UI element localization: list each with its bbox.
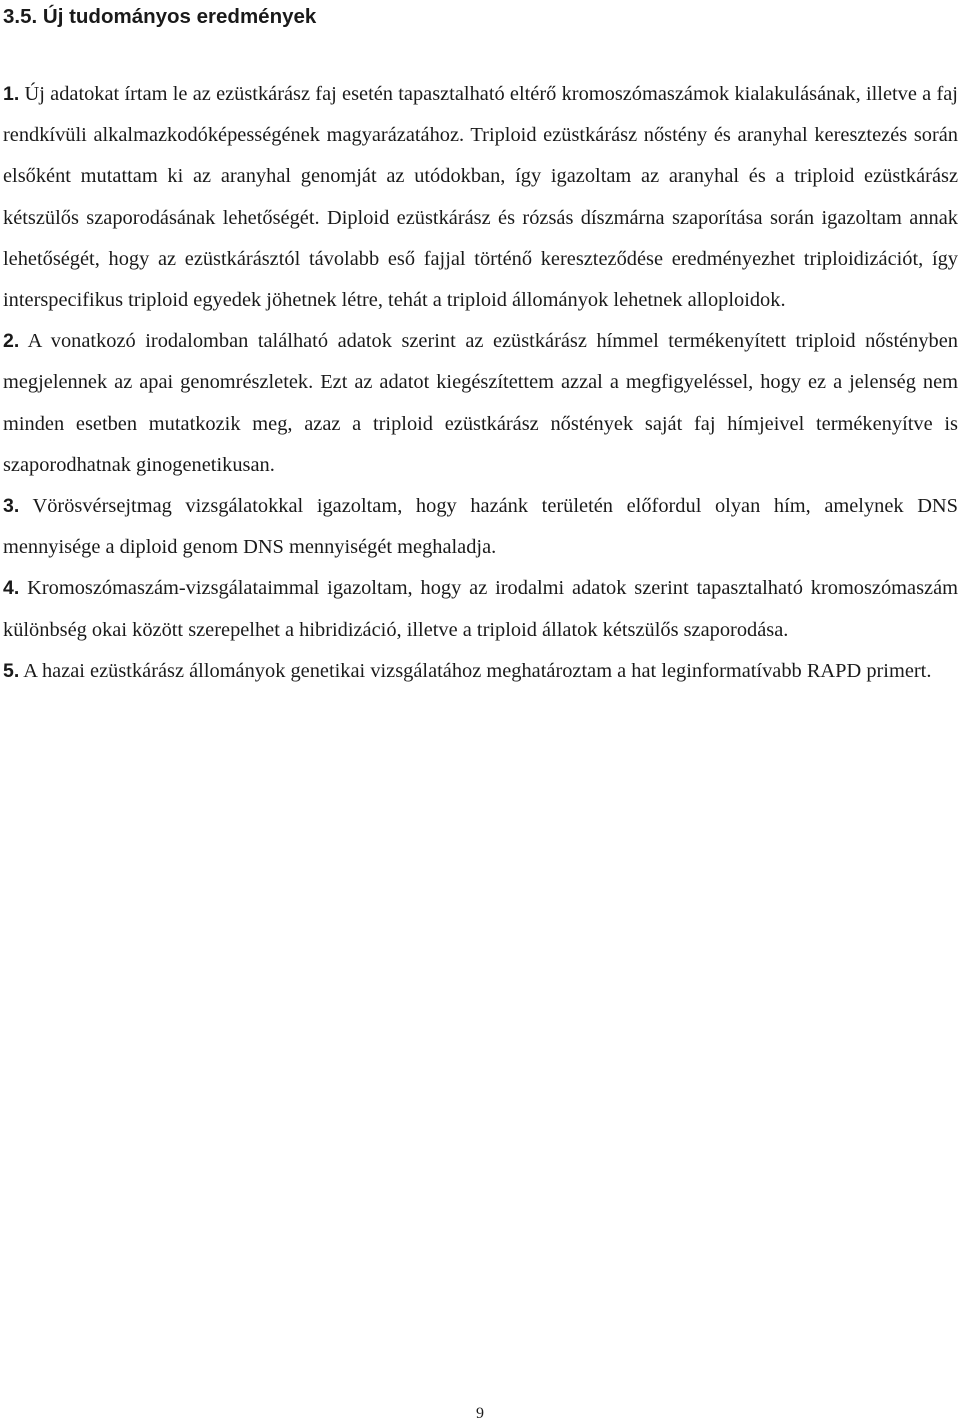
result-item-4 xyxy=(3,568,958,650)
result-text: A hazai ezüstkárász állományok genetikai vizsgálatához meghatároztam a hat leginformatívabb RAPD primert. xyxy=(23,659,932,682)
result-text: Kromoszómaszám-vizsgálataimmal igazoltam, hogy az irodalmi adatok szerint tapasztalható kromoszómaszám különbség okai között szerepelhet a hibridizáció, illetve a triploid állatok kétszülős szaporodása. xyxy=(3,577,958,641)
result-number: 5. xyxy=(3,659,20,682)
results-list xyxy=(3,74,958,692)
result-item-5 xyxy=(3,651,958,692)
result-number: 3. xyxy=(3,495,20,518)
page-number: 9 xyxy=(476,1405,484,1422)
result-item-2 xyxy=(3,321,958,486)
result-item-3 xyxy=(3,486,958,568)
result-number: 1. xyxy=(3,83,20,105)
result-text: A vonatkozó irodalomban található adatok szerint az ezüstkárász hímmel termékenyített triploid nőstényben megjelennek az apai genomrészletek. Ezt az adatot kiegészítettem azzal a megfigyeléssel, hogy ez a jelenség nem minden esetben mutatkozik meg, azaz a triploid ezüstkárász nőstények saját faj hímjeivel termékenyítve is szaporodhatnak ginogenetikusan. xyxy=(3,330,958,476)
result-text: Új adatokat írtam le az ezüstkárász faj esetén tapasztalható eltérő kromoszómaszámok kialakulásának, illetve a faj rendkívüli alkalmazkodóképességének magyarázatához. Triploid ezüstkárász nőstény és aranyhal keresztezés során elsőként mutattam ki az aranyhal genomját az utódokban, így igazoltam az aranyhal és a triploid ezüstkárász kétszülős szaporodásának lehetőségét. Diploid ezüstkárász és rózsás díszmárna szaporítása során igazoltam annak lehetőségét, hogy az ezüstkárásztól távolabb eső fajjal történő kereszteződése eredményezhet triploidizációt, így interspecifikus triploid egyedek jöhetnek létre, tehát a triploid állományok lehetnek alloploidok. xyxy=(3,83,958,312)
result-item-1 xyxy=(3,74,958,321)
result-text: Vörösvérsejtmag vizsgálatokkal igazoltam, hogy hazánk területén előfordul olyan hím, amelynek DNS mennyisége a diploid genom DNS mennyiségét meghaladja. xyxy=(3,495,958,559)
section-title: 3.5. Új tudományos eredmények xyxy=(3,5,317,28)
result-number: 4. xyxy=(3,577,20,600)
result-number: 2. xyxy=(3,330,20,353)
